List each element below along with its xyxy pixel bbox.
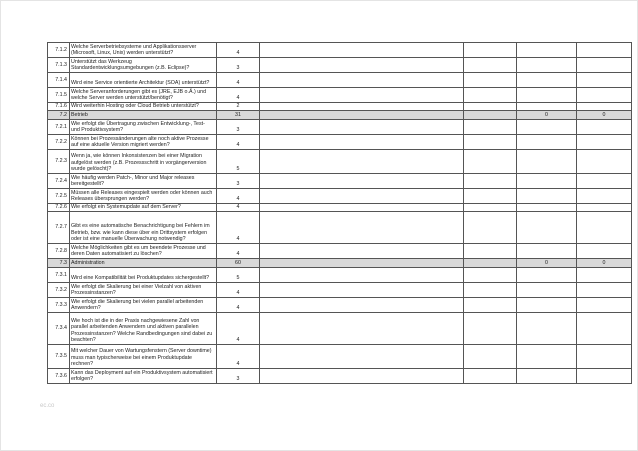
rating-cell-1: 0 [517, 259, 577, 268]
question-text: Kann das Deployment auf ein Produktivsystem automatisiert erfolgen? [70, 369, 217, 384]
rating-cell-1 [517, 369, 577, 384]
rating-cell-1 [517, 212, 577, 244]
answer-cell [260, 189, 464, 204]
table-row [48, 120, 632, 135]
question-text: Wie häufig werden Patch-, Minor und Major releases bereitgestellt? [70, 174, 217, 189]
comment-cell [464, 88, 517, 103]
rating-cell-1 [517, 298, 577, 313]
table-row [48, 88, 632, 103]
answer-cell [260, 135, 464, 150]
rating-cell-2 [577, 369, 632, 384]
rating-cell-2 [577, 73, 632, 88]
item-number: 7.3.1 [48, 268, 70, 283]
score-cell: 5 [217, 268, 260, 283]
rating-cell-2 [577, 103, 632, 111]
score-cell: 4 [217, 73, 260, 88]
comment-cell [464, 313, 517, 345]
comment-cell [464, 111, 517, 120]
comment-cell [464, 174, 517, 189]
table-row [48, 43, 632, 58]
item-number: 7.2.2 [48, 135, 70, 150]
comment-cell [464, 244, 517, 259]
item-number: 7.2.1 [48, 120, 70, 135]
answer-cell [260, 58, 464, 73]
table-row [48, 313, 632, 345]
answer-cell [260, 212, 464, 244]
rating-cell-1 [517, 204, 577, 212]
table-row [48, 103, 632, 111]
answer-cell [260, 73, 464, 88]
comment-cell [464, 58, 517, 73]
table-row [48, 298, 632, 313]
rating-cell-2 [577, 283, 632, 298]
score-cell: 4 [217, 212, 260, 244]
answer-cell [260, 369, 464, 384]
score-cell: 2 [217, 103, 260, 111]
question-text: Wenn ja, wie können Inkonsistenzen bei einer Migration aufgelöst werden (z.B. Prozessschritt in vorgängerversion wurde gelöscht)? [70, 150, 217, 174]
rating-cell-1 [517, 103, 577, 111]
score-cell: 3 [217, 58, 260, 73]
rating-cell-1 [517, 58, 577, 73]
comment-cell [464, 204, 517, 212]
rating-cell-1 [517, 313, 577, 345]
question-text: Müssen alle Releases eingespielt werden oder können auch Releases übersprungen werden? [70, 189, 217, 204]
comment-cell [464, 298, 517, 313]
score-cell: 3 [217, 369, 260, 384]
table-row [48, 212, 632, 244]
answer-cell [260, 313, 464, 345]
requirements-table [47, 42, 632, 384]
comment-cell [464, 150, 517, 174]
item-number: 7.1.6 [48, 103, 70, 111]
item-number: 7.3.3 [48, 298, 70, 313]
table-row [48, 369, 632, 384]
rating-cell-2: 0 [577, 259, 632, 268]
rating-cell-2 [577, 43, 632, 58]
rating-cell-2 [577, 244, 632, 259]
table-row [48, 135, 632, 150]
question-text: Gibt es eine automatische Benachrichtigung bei Fehlern im Betrieb, bzw. wie kann diese über ein Drittsystem erfolgen oder ist eine manuelle Überwachung notwendig? [70, 212, 217, 244]
table-row [48, 58, 632, 73]
item-number: 7.3.2 [48, 283, 70, 298]
question-text: Mit welcher Dauer von Wartungsfenstern (Server downtime) muss man typischerweise bei einem Produktupdate rechnen? [70, 345, 217, 369]
table-row [48, 73, 632, 88]
table-row [48, 174, 632, 189]
rating-cell-1 [517, 174, 577, 189]
rating-cell-1 [517, 268, 577, 283]
answer-cell [260, 103, 464, 111]
question-text: Wie erfolgt die Skalierung bei einer Vielzahl von aktiven Prozessinstanzen? [70, 283, 217, 298]
rating-cell-1 [517, 189, 577, 204]
answer-cell [260, 283, 464, 298]
question-text: Betrieb [70, 111, 217, 120]
rating-cell-1 [517, 150, 577, 174]
answer-cell [260, 298, 464, 313]
table-row [48, 189, 632, 204]
rating-cell-2 [577, 174, 632, 189]
comment-cell [464, 103, 517, 111]
section-row [48, 111, 632, 120]
comment-cell [464, 120, 517, 135]
rating-cell-1: 0 [517, 111, 577, 120]
rating-cell-1 [517, 73, 577, 88]
answer-cell [260, 150, 464, 174]
item-number: 7.2.8 [48, 244, 70, 259]
item-number: 7.3.6 [48, 369, 70, 384]
table-row [48, 268, 632, 283]
answer-cell [260, 88, 464, 103]
question-text: Unterstützt das Werkzeug Standardentwicklungsumgebungen (z.B. Eclipse)? [70, 58, 217, 73]
rating-cell-1 [517, 120, 577, 135]
item-number: 7.2.6 [48, 204, 70, 212]
item-number: 7.3.4 [48, 313, 70, 345]
score-cell: 3 [217, 120, 260, 135]
score-cell: 3 [217, 174, 260, 189]
score-cell: 4 [217, 88, 260, 103]
section-row [48, 259, 632, 268]
score-cell: 4 [217, 313, 260, 345]
score-cell: 4 [217, 204, 260, 212]
rating-cell-2 [577, 88, 632, 103]
rating-cell-2 [577, 150, 632, 174]
question-text: Wie hoch ist die in der Praxis nachgewiesene Zahl von parallel arbeitenden Anwendern und aktiven parallelen Prozessinstanzen? Welche Randbedingungen sind dabei zu beachten? [70, 313, 217, 345]
comment-cell [464, 283, 517, 298]
rating-cell-2 [577, 313, 632, 345]
comment-cell [464, 135, 517, 150]
rating-cell-2 [577, 120, 632, 135]
item-number: 7.1.5 [48, 88, 70, 103]
answer-cell [260, 244, 464, 259]
rating-cell-2 [577, 298, 632, 313]
question-text: Wie erfolgt die Übertragung zwischen Entwicklung-, Test- und Produktivsystem? [70, 120, 217, 135]
question-text: Können bei Prozessänderungen alte noch aktive Prozesse auf eine aktuelle Version migriert werden? [70, 135, 217, 150]
score-cell: 4 [217, 189, 260, 204]
comment-cell [464, 189, 517, 204]
item-number: 7.2.7 [48, 212, 70, 244]
rating-cell-2: 0 [577, 111, 632, 120]
item-number: 7.3.5 [48, 345, 70, 369]
score-cell: 4 [217, 345, 260, 369]
question-text: Welche Serveranforderungen gibt es (JRE, EJB o.Ä.) und welche Server werden unterstützt/benötigt? [70, 88, 217, 103]
table-row [48, 283, 632, 298]
comment-cell [464, 259, 517, 268]
comment-cell [464, 369, 517, 384]
rating-cell-2 [577, 268, 632, 283]
question-text: Welche Serverbetriebsysteme und Applikationsserver (Microsoft, Linux, Unix) werden unterstützt? [70, 43, 217, 58]
question-text: Wird eine Service orientierte Architektur (SOA) unterstützt? [70, 73, 217, 88]
answer-cell [260, 345, 464, 369]
item-number: 7.1.4 [48, 73, 70, 88]
rating-cell-1 [517, 345, 577, 369]
table-row [48, 244, 632, 259]
item-number: 7.2.5 [48, 189, 70, 204]
question-text: Wird weiterhin Hosting oder Cloud Betrieb unterstützt? [70, 103, 217, 111]
item-number: 7.2.3 [48, 150, 70, 174]
answer-cell [260, 43, 464, 58]
rating-cell-2 [577, 212, 632, 244]
score-cell: 31 [217, 111, 260, 120]
comment-cell [464, 268, 517, 283]
comment-cell [464, 212, 517, 244]
question-text: Welche Möglichkeiten gibt es um beendete Prozesse und deren Daten automatisiert zu löschen? [70, 244, 217, 259]
rating-cell-1 [517, 244, 577, 259]
rating-cell-2 [577, 135, 632, 150]
question-text: Wird eine Kompatibilität bei Produktupdates sichergestellt? [70, 268, 217, 283]
answer-cell [260, 268, 464, 283]
comment-cell [464, 345, 517, 369]
score-cell: 4 [217, 298, 260, 313]
question-text: Wie erfolgt ein Systemupdate auf dem Server? [70, 204, 217, 212]
answer-cell [260, 120, 464, 135]
item-number: 7.1.2 [48, 43, 70, 58]
question-text: Administration [70, 259, 217, 268]
item-number: 7.1.3 [48, 58, 70, 73]
rating-cell-2 [577, 345, 632, 369]
score-cell: 4 [217, 244, 260, 259]
score-cell: 4 [217, 283, 260, 298]
score-cell: 5 [217, 150, 260, 174]
score-cell: 60 [217, 259, 260, 268]
rating-cell-2 [577, 189, 632, 204]
item-number: 7.2.4 [48, 174, 70, 189]
score-cell: 4 [217, 135, 260, 150]
score-cell: 4 [217, 43, 260, 58]
comment-cell [464, 43, 517, 58]
item-number: 7.3 [48, 259, 70, 268]
rating-cell-1 [517, 283, 577, 298]
rating-cell-2 [577, 204, 632, 212]
answer-cell [260, 111, 464, 120]
answer-cell [260, 204, 464, 212]
rating-cell-1 [517, 43, 577, 58]
table-row [48, 150, 632, 174]
watermark-text: ec.co [40, 403, 55, 409]
question-text: Wie erfolgt die Skalierung bei vielen parallel arbeitenden Anwendern? [70, 298, 217, 313]
rating-cell-1 [517, 135, 577, 150]
table-row [48, 345, 632, 369]
item-number: 7.2 [48, 111, 70, 120]
answer-cell [260, 174, 464, 189]
comment-cell [464, 73, 517, 88]
rating-cell-1 [517, 88, 577, 103]
answer-cell [260, 259, 464, 268]
rating-cell-2 [577, 58, 632, 73]
table-row [48, 204, 632, 212]
